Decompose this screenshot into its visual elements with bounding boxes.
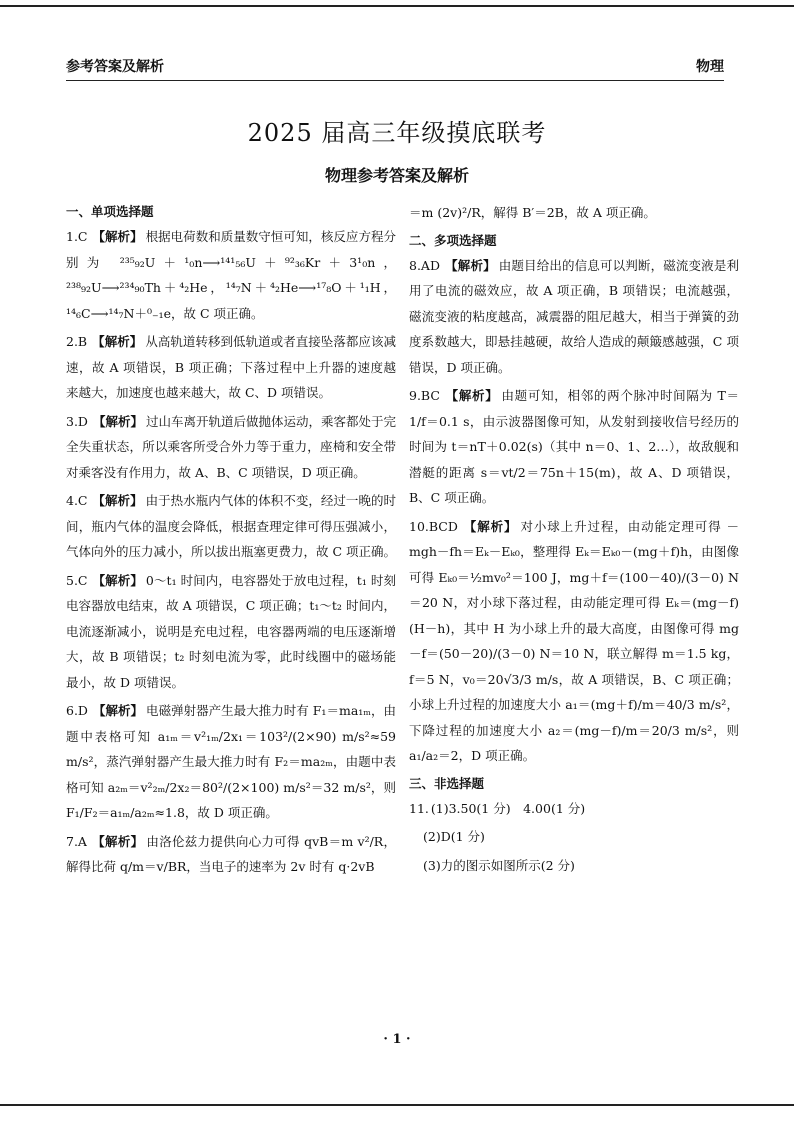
item-text: 由题目给出的信息可以判断，磁流变液是利用了电流的磁效应，故 A 项正确，B 项错误；电流越强，磁流变液的粘度越高，减震器的阻尼越大，相当于弹簧的劲度系数越大，即悬挂越硬，故给人造成的颠簸感越强，C 项错误，D 项正确。 [409, 257, 739, 375]
answer-item-3 [66, 409, 396, 486]
item-number: 6.D [66, 703, 88, 718]
item-number: 7.A [66, 833, 87, 849]
item-text: 由题可知，相邻的两个脉冲时间隔为 T＝1/f＝0.1 s，由示波器图像可知，从发射到接收信号经历的时间为 t＝nT＋0.02(s)（其中 n＝0、1、2…），故敌舰和潜艇的距离 s＝vt/2＝75n＋15(m)，故 A、D 项错误，B、C 项正确。 [409, 388, 739, 505]
item-tag: 【解析】 [462, 518, 518, 534]
item-number: 3.D [66, 413, 88, 429]
answer-item-5 [66, 568, 396, 696]
item-number: 10.BCD [409, 518, 458, 534]
page-number: · 1 · [383, 1032, 411, 1047]
answer-item-1 [66, 224, 396, 326]
item-tag: 【解析】 [92, 413, 143, 429]
item-text: 根据电荷数和质量数守恒可知，核反应方程分别为 ²³⁵₉₂U＋¹₀n⟶¹⁴¹₅₆U＋⁹²₃₆Kr＋3¹₀n，²³⁸₉₂U⟶²³⁴₉₀Th＋⁴₂He，¹⁴₇N＋⁴₂He⟶¹⁷₈O＋¹₁H，¹⁴₆C⟶¹⁴₇N＋⁰₋₁e，故 C 项正确。 [66, 229, 396, 321]
item-tag: 【解析】 [92, 493, 143, 508]
item-text: 过山车离开轨道后做抛体运动，乘客都处于完全失重状态，所以乘客所受合外力等于重力，座椅和安全带对乘客没有作用力，故 A、B、C 项错误，D 项正确。 [66, 413, 396, 480]
item-number: 9.BC [409, 388, 440, 403]
answer-item-4 [66, 488, 396, 565]
answer-item-10 [409, 514, 739, 769]
answer-item-8 [409, 253, 739, 381]
header-left: 参考答案及解析 [66, 59, 164, 75]
item-number: 2.B [66, 334, 88, 349]
answer-item-11-part-3: (3)力的图示如图所示(2 分) [423, 857, 575, 873]
answer-item-7-continued: ＝m (2v)²/R，解得 B′＝2B，故 A 项正确。 [409, 205, 656, 220]
item-number: 5.C [66, 572, 88, 588]
item-tag: 【解析】 [91, 833, 144, 849]
answer-item-2 [66, 329, 396, 406]
answer-item-7 [66, 829, 396, 880]
running-header [66, 54, 724, 81]
item-tag: 【解析】 [92, 334, 143, 349]
item-number: 8.AD [409, 257, 440, 273]
item-text: 对小球上升过程，由动能定理可得 －mgh－fh＝Eₖ－Eₖ₀，整理得 Eₖ＝Eₖ₀－(mg＋f)h，由图像可得 Eₖ₀＝½mv₀²＝100 J，mg＋f＝(100－40)/(3－0) N＝20 N，对小球下落过程，由动能定理可得 Eₖ＝(mg－f)(H－h)，其中 H 为小球上升的最大高度，由图像可得 mg－f＝(50－20)/(3－0) N＝10 N，联立解得 m＝1.5 kg，f＝5 N，v₀＝20√3/3 m/s，故 A 项错误，B、C 项正确；小球上升过程的加速度大小 a₁＝(mg＋f)/m＝40/3 m/s²，下降过程的加速度大小 a₂＝(mg－f)/m＝20/3 m/s²，则 a₁/a₂＝2，D 项正确。 [409, 518, 739, 763]
item-number: 11. [409, 800, 429, 816]
item-text: 由洛伦兹力提供向心力可得 qvB＝m v²/R，解得比荷 q/m＝v/BR，当电子的速率为 2v 时有 q·2vB [66, 833, 396, 874]
item-number: 4.C [66, 493, 88, 508]
item-text: 电磁弹射器产生最大推力时有 F₁＝ma₁ₘ，由题中表格可知 a₁ₘ＝v²₁ₘ/2x₁＝103²/(2×90) m/s²≈59 m/s²，蒸汽弹射器产生最大推力时有 F₂＝ma₂ₘ，由题中表格可知 a₂ₘ＝v²₂ₘ/2x₂＝80²/(2×100) m/s²＝32 m/s²，则 F₁/F₂＝a₁ₘ/a₂ₘ≈1.8，故 D 项正确。 [66, 703, 396, 820]
header-subject: 物理 [696, 59, 724, 75]
item-text: 由于热水瓶内气体的体积不变，经过一晚的时间，瓶内气体的温度会降低，根据查理定律可得压强减小，气体向外的压力减小，所以拔出瓶塞更费力，故 C 项正确。 [66, 493, 397, 559]
item-text: 0～t₁ 时间内，电容器处于放电过程，t₁ 时刻电容器放电结束，故 A 项错误，C 项正确；t₁～t₂ 时间内，电流逐渐减小，说明是充电过程，电容器两端的电压逐渐增大，故 B 项错误；t₂ 时刻电流为零，此时线圈中的磁场能最小，故 D 项错误。 [66, 572, 396, 690]
item-text: (1)3.50(1 分) 4.00(1 分) [430, 800, 586, 816]
item-number: 1.C [66, 229, 88, 244]
answer-item-11-part-2: (2)D(1 分) [423, 829, 485, 844]
item-text: 从高轨道转移到低轨道或者直接坠落都应该减速，故 A 项错误，B 项正确；下落过程中上升器的速度越来越大，加速度也越来越大，故 C、D 项错误。 [66, 334, 396, 400]
page-title: 2025 届高三年级摸底联考 [247, 119, 547, 147]
answer-item-11 [409, 796, 739, 822]
item-tag: 【解析】 [92, 572, 143, 588]
item-tag: 【解析】 [92, 229, 143, 244]
answer-item-6 [66, 698, 396, 826]
section-heading-single: 一、单项选择题 [66, 204, 154, 219]
right-column [409, 200, 739, 881]
item-tag: 【解析】 [444, 257, 496, 273]
top-rule [0, 5, 794, 7]
section-heading-nonchoice: 三、非选择题 [409, 775, 485, 791]
page-subtitle: 物理参考答案及解析 [324, 166, 469, 185]
section-heading-multi: 二、多项选择题 [409, 232, 497, 248]
left-column [66, 200, 396, 883]
bottom-rule [0, 1104, 794, 1106]
item-tag: 【解析】 [92, 703, 144, 718]
answer-item-9 [409, 383, 739, 511]
item-tag: 【解析】 [444, 388, 499, 403]
